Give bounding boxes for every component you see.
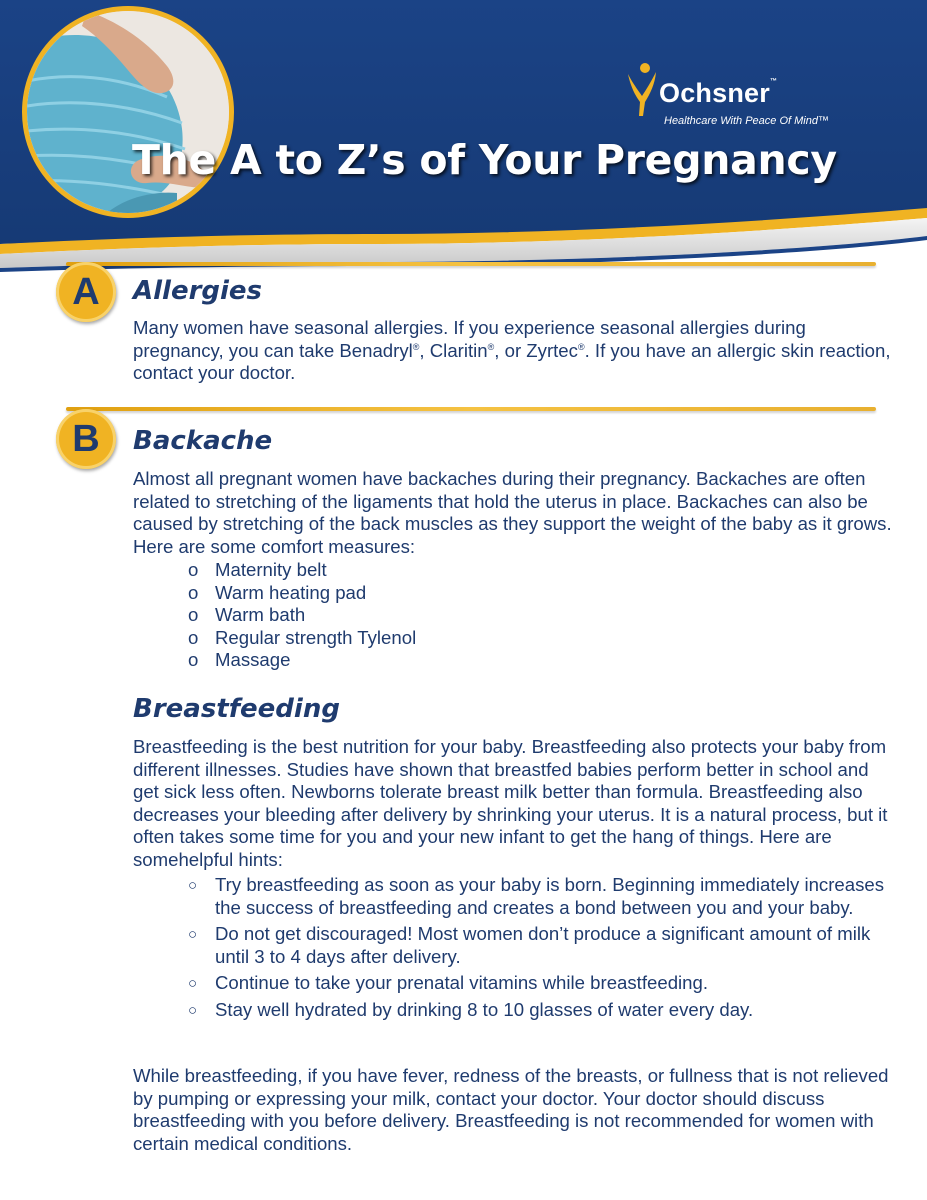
- pregnant-belly-photo: [22, 6, 234, 218]
- letter-badge-b: B: [56, 409, 116, 469]
- bullet-icon: o: [188, 559, 199, 580]
- list-item: ○ Continue to take your prenatal vitamins while breastfeeding.: [188, 972, 888, 995]
- section-b-rule: [66, 407, 876, 411]
- letter-badge-a: A: [56, 262, 116, 322]
- bullet-icon: ○: [188, 1001, 198, 1019]
- bullet-icon: o: [188, 581, 199, 603]
- list-item: o Warm heating pad: [188, 581, 367, 603]
- list-item: o Maternity belt: [188, 559, 327, 580]
- logo-tagline: Healthcare With Peace Of Mind™: [664, 115, 829, 127]
- list-item: ○ Try breastfeeding as soon as your baby is born. Beginning immediately increases the success of breastfeeding and creates a bond between you and your baby.: [188, 874, 885, 918]
- allergies-paragraph: Many women have seasonal allergies. If you experience seasonal allergies during pregnancy, you can take Benadryl®, Claritin®, or Zyrtec®. If you have an allergic skin reaction, contact your doctor.: [133, 317, 891, 384]
- heading-allergies: Allergies: [133, 276, 263, 306]
- list-item: o Massage: [188, 649, 291, 671]
- list-item: o Regular strength Tylenol: [188, 626, 417, 648]
- bullet-icon: o: [188, 649, 199, 671]
- bullet-icon: o: [188, 604, 199, 626]
- bullet-icon: ○: [188, 975, 198, 993]
- heading-breastfeeding: Breastfeeding: [133, 694, 340, 724]
- heading-backache: Backache: [133, 426, 273, 456]
- comfort-measures-list: [188, 559, 416, 672]
- list-item: o Warm bath: [188, 604, 306, 626]
- backache-paragraph: Almost all pregnant women have backaches during their pregnancy. Backaches are often related to stretching of the ligaments that hold the uterus in place. Backaches can also be caused by stretching of the back muscles as they support the weight of the baby as it grows. Here are some comfort measures:: [133, 468, 892, 557]
- logo-wordmark: Ochsner™: [659, 78, 778, 108]
- breastfeeding-paragraph: Breastfeeding is the best nutrition for your baby. Breastfeeding also protects your baby from different illnesses. Studies have shown that breastfed babies perform better in school and get sick less often. Newborns tolerate breast milk better than formula. Breastfeeding also decreases your bleeding after delivery by shrinking your uterus. It is a natural process, but it often takes some time for you and your new infant to get the hang of things. Here are somehelpful hints:: [133, 736, 888, 870]
- ochsner-figure-icon: [625, 62, 659, 122]
- bullet-icon: o: [188, 626, 199, 648]
- page-title: The A to Z’s of Your Pregnancy: [132, 136, 837, 184]
- section-a-rule: [66, 262, 876, 266]
- ochsner-logo[interactable]: [625, 62, 865, 132]
- list-item: ○ Stay well hydrated by drinking 8 to 10 glasses of water every day.: [188, 999, 888, 1022]
- bullet-icon: ○: [188, 926, 198, 944]
- list-item: ○ Do not get discouraged! Most women don’t produce a significant amount of milk until 3 to 4 days after delivery.: [188, 923, 871, 967]
- bullet-icon: ○: [188, 877, 198, 894]
- breastfeeding-closing-paragraph: While breastfeeding, if you have fever, redness of the breasts, or fullness that is not relieved by pumping or expressing your milk, contact your doctor. Your doctor should discuss breastfeeding with you before delivery. Breastfeeding is not recommended for women with certain medical conditions.: [133, 1065, 889, 1154]
- header-banner: [0, 0, 927, 300]
- breastfeeding-hints-list: [188, 874, 888, 1026]
